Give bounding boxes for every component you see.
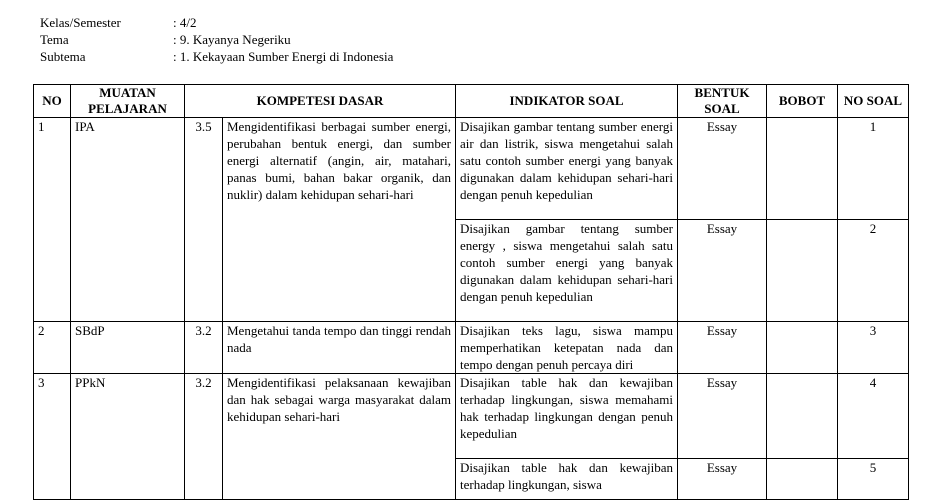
document-meta — [40, 14, 393, 65]
meta-subtema — [40, 48, 393, 65]
meta-tema-label: Tema — [40, 32, 69, 47]
row-kd-no: 3.2 — [185, 374, 223, 500]
table-header-row — [34, 85, 909, 118]
row-indikator: Disajikan teks lagu, siswa mampu memperhatikan ketepatan nada dan tempo dengan penuh percaya diri — [456, 322, 678, 374]
row-kd-text: Mengetahui tanda tempo dan tinggi rendah nada — [223, 322, 456, 374]
meta-kelas — [40, 14, 393, 31]
row-bobot — [767, 322, 838, 374]
meta-kelas-label: Kelas/Semester — [40, 15, 121, 30]
row-indikator: Disajikan table hak dan kewajiban terhadap lingkungan, siswa — [456, 459, 678, 500]
row-bobot — [767, 118, 838, 220]
table-row — [34, 374, 909, 459]
row-indikator: Disajikan gambar tentang sumber energy , siswa mengetahui salah satu contoh sumber energi yang banyak digunakan dalam kehidupan sehari-hari dengan penuh kepedulian — [456, 220, 678, 322]
row-no: 1 — [34, 118, 71, 322]
header-kompetensi: KOMPETESI DASAR — [185, 85, 456, 118]
row-kd-text: Mengidentifikasi pelaksanaan kewajiban dan hak sebagai warga masyarakat dalam kehidupan sehari-hari — [223, 374, 456, 500]
header-bentuk: BENTUK SOAL — [678, 85, 767, 118]
row-bentuk: Essay — [678, 118, 767, 220]
row-no: 2 — [34, 322, 71, 374]
row-indikator: Disajikan gambar tentang sumber energi air dan listrik, siswa mengetahui salah satu contoh sumber energi yang banyak digunakan dalam kehidupan sehari-hari dengan penuh kepedulian — [456, 118, 678, 220]
row-muatan: SBdP — [71, 322, 185, 374]
table-row — [34, 322, 909, 374]
row-kd-no: 3.5 — [185, 118, 223, 322]
meta-subtema-value: : 1. Kekayaan Sumber Energi di Indonesia — [173, 49, 394, 64]
row-nosoal: 4 — [838, 374, 909, 459]
row-muatan: PPkN — [71, 374, 185, 500]
row-nosoal: 5 — [838, 459, 909, 500]
row-nosoal: 2 — [838, 220, 909, 322]
table-row — [34, 118, 909, 220]
row-bobot — [767, 374, 838, 459]
row-bentuk: Essay — [678, 220, 767, 322]
row-indikator: Disajikan table hak dan kewajiban terhadap lingkungan, siswa memahami hak terhadap lingkungan dengan penuh kepedulian — [456, 374, 678, 459]
meta-tema — [40, 31, 393, 48]
row-nosoal: 3 — [838, 322, 909, 374]
meta-subtema-label: Subtema — [40, 49, 86, 64]
header-indikator: INDIKATOR SOAL — [456, 85, 678, 118]
row-bentuk: Essay — [678, 374, 767, 459]
row-no: 3 — [34, 374, 71, 500]
header-no: NO — [34, 85, 71, 118]
row-nosoal: 1 — [838, 118, 909, 220]
header-nosoal: NO SOAL — [838, 85, 909, 118]
header-bobot: BOBOT — [767, 85, 838, 118]
row-bentuk: Essay — [678, 322, 767, 374]
meta-tema-value: : 9. Kayanya Negeriku — [173, 32, 291, 47]
row-kd-text: Mengidentifikasi berbagai sumber energi, perubahan bentuk energi, dan sumber energi alternatif (angin, air, matahari, panas bumi, bahan bakar organik, dan nuklir) dalam kehidupan sehari-hari — [223, 118, 456, 322]
meta-kelas-value: : 4/2 — [173, 15, 197, 30]
header-muatan: MUATAN PELAJARAN — [71, 85, 185, 118]
row-kd-no: 3.2 — [185, 322, 223, 374]
row-muatan: IPA — [71, 118, 185, 322]
row-bobot — [767, 459, 838, 500]
row-bentuk: Essay — [678, 459, 767, 500]
row-bobot — [767, 220, 838, 322]
kisi-kisi-table — [33, 84, 909, 500]
